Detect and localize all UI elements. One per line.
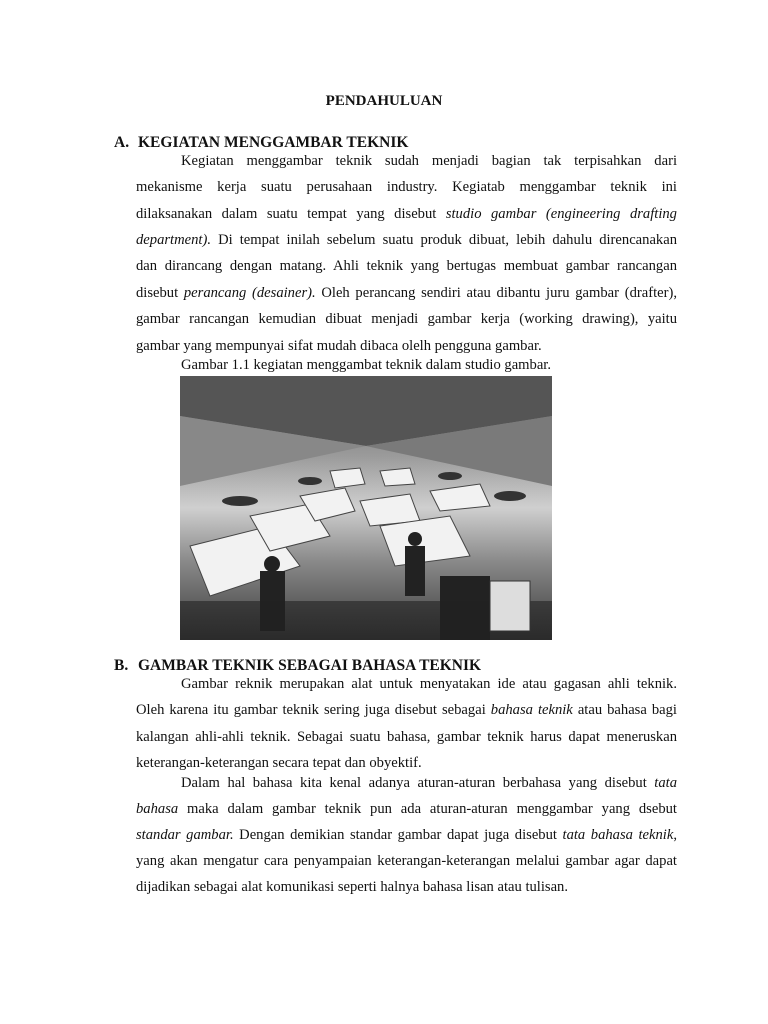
paragraph-line <box>136 336 677 356</box>
text-segment: dan dirancang dengan matang. Ahli teknik yang bertugas membuat gambar rancangan <box>136 258 677 274</box>
italic-text: standar gambar. <box>136 827 234 843</box>
paragraph-line <box>136 283 677 303</box>
paragraph-line <box>136 309 677 329</box>
text-segment: , <box>673 827 677 843</box>
text-segment: atau bahasa bagi <box>572 702 677 718</box>
figure-caption: Gambar 1.1 kegiatan menggambat teknik dalam studio gambar. <box>181 357 552 373</box>
section-a-heading-text: KEGIATAN MENGGAMBAR TEKNIK <box>138 134 409 151</box>
section-b-number: B. <box>114 657 129 674</box>
text-segment: Oleh perancang sendiri atau dibantu juru gambar (drafter), <box>315 285 677 301</box>
paragraph-line <box>136 204 677 224</box>
text-segment: Dalam hal bahasa kita kenal adanya aturan-aturan berbahasa yang disebut <box>181 775 655 791</box>
paragraph-line <box>136 877 677 897</box>
paragraph-line <box>136 799 677 819</box>
text-segment: Oleh karena itu gambar teknik sering juga disebut sebagai <box>136 702 491 718</box>
italic-text: bahasa teknik <box>490 702 573 718</box>
section-b-heading <box>114 657 481 675</box>
text-segment: Dengan demikian standar gambar dapat juga disebut <box>233 827 563 843</box>
paragraph-line <box>136 753 677 773</box>
italic-text: department). <box>136 232 211 248</box>
section-b-heading-text: GAMBAR TEKNIK SEBAGAI BAHASA TEKNIK <box>138 657 482 674</box>
italic-text: tata <box>654 775 677 791</box>
section-a-heading <box>114 134 408 152</box>
italic-text: tata bahasa teknik <box>562 827 674 843</box>
drafting-studio-photo <box>180 376 552 640</box>
paragraph-line <box>136 825 677 845</box>
paragraph-line <box>136 674 677 694</box>
document-title: PENDAHULUAN <box>325 93 443 109</box>
text-segment: gambar yang mempunyai sifat mudah dibaca olelh pengguna gambar. <box>136 338 542 354</box>
paragraph-line <box>136 851 677 871</box>
paragraph-line <box>136 727 677 747</box>
text-segment: mekanisme kerja suatu perusahaan industry. Kegiatab menggambar teknik ini <box>136 179 677 195</box>
section-a-number: A. <box>114 134 130 151</box>
paragraph-line <box>136 700 677 720</box>
paragraph-line <box>136 177 677 197</box>
text-segment: disebut <box>136 285 184 301</box>
italic-text: bahasa <box>136 801 179 817</box>
italic-text: perancang (desainer). <box>183 285 316 301</box>
text-segment: Di tempat inilah sebelum suatu produk dibuat, lebih dahulu direncanakan <box>210 232 677 248</box>
text-segment: yang akan mengatur cara penyampaian keterangan-keterangan melalui gambar agar dapat <box>136 853 677 869</box>
text-segment: Kegiatan menggambar teknik sudah menjadi bagian tak terpisahkan dari <box>181 153 677 169</box>
text-segment: dilaksanakan dalam suatu tempat yang disebut <box>136 206 446 222</box>
text-segment: keterangan-keterangan secara tepat dan obyektif. <box>136 755 422 771</box>
paragraph-line <box>136 230 677 250</box>
text-segment: gambar rancangan kemudian dibuat menjadi gambar kerja (working drawing), yaitu <box>136 311 677 327</box>
paragraph-line <box>136 256 677 276</box>
text-segment: Gambar reknik merupakan alat untuk menyatakan ide atau gagasan ahli teknik. <box>181 676 677 692</box>
paragraph-line <box>136 151 677 171</box>
text-segment: dijadikan sebagai alat komunikasi seperti halnya bahasa lisan atau tulisan. <box>136 879 569 895</box>
text-segment: kalangan ahli-ahli teknik. Sebagai suatu bahasa, gambar teknik harus dapat meneruskan <box>136 729 677 745</box>
photo-illustration <box>180 376 552 640</box>
paragraph-line <box>136 773 677 793</box>
text-segment: maka dalam gambar teknik pun ada aturan-aturan menggambar yang dsebut <box>178 801 677 817</box>
italic-text: studio gambar (engineering drafting <box>445 206 677 222</box>
